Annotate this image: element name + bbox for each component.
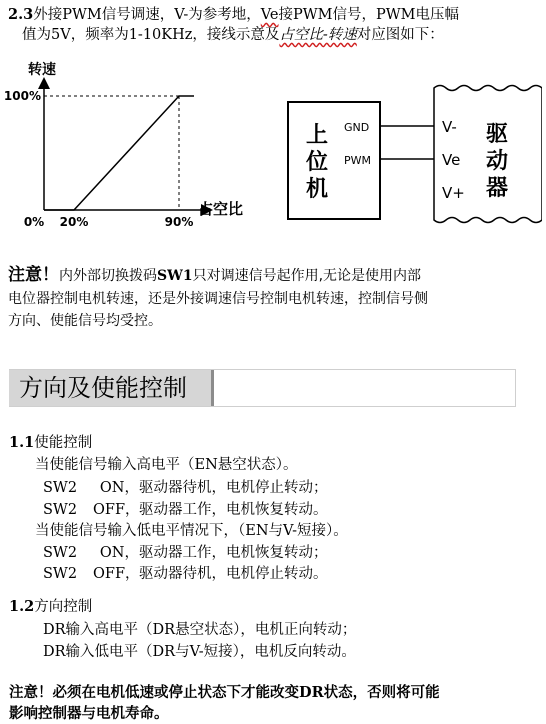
enable-row <box>43 565 328 583</box>
section-heading-bar <box>9 369 516 407</box>
enable-high-line: 当使能信号输入高电平（EN悬空状态）。 <box>35 457 298 473</box>
section-number: 2.3 <box>8 6 34 23</box>
intro-text-b: 接PWM信号，PWM电压幅 <box>278 7 460 23</box>
note-prefix: 注意！ <box>8 265 59 285</box>
section-heading-tab <box>9 370 211 406</box>
note-text-a: 内外部切换拨码 <box>59 268 157 284</box>
enable-number: 1.1 <box>9 434 35 451</box>
intro-line-1 <box>8 6 459 24</box>
y-tick-label: 100% <box>3 89 41 103</box>
host-pin-gnd: GND <box>344 121 370 134</box>
host-label-char: 位 <box>306 150 329 175</box>
row-description: 驱动器工作，电机恢复转动。 <box>139 502 328 518</box>
direction-title: 方向控制 <box>34 599 93 615</box>
driver-pin-ve: Ve <box>442 151 461 169</box>
intro-text-a: 外接PWM信号调速，V-为参考地， <box>33 7 261 23</box>
x-tick-label: 20% <box>59 215 89 229</box>
sw1-label: SW1 <box>157 268 193 284</box>
switch-state: ON， <box>99 545 139 561</box>
switch-note-line-1 <box>8 265 421 286</box>
duty-speed-link-text: 占空比-转速 <box>279 27 357 43</box>
driver-label-char: 动 <box>486 149 509 174</box>
y-axis-label: 转速 <box>28 62 56 78</box>
section-title: 方向及使能控制 <box>19 374 187 402</box>
host-label-char: 机 <box>306 177 329 202</box>
switch-name: SW2 <box>43 502 78 518</box>
x-tick-label: 90% <box>164 215 194 229</box>
row-description: 驱动器待机，电机停止转动； <box>139 480 328 496</box>
enable-row <box>43 479 328 497</box>
switch-name: SW2 <box>43 480 78 496</box>
enable-title: 使能控制 <box>34 435 93 451</box>
driver-pin-vplus: V+ <box>442 184 465 202</box>
direction-heading <box>9 598 92 616</box>
host-label-char: 上 <box>306 123 329 148</box>
intro-text-c: 值为5V，频率为1-10KHz，接线示意及 <box>22 27 280 43</box>
enable-row <box>43 501 328 519</box>
enable-row <box>43 544 328 562</box>
dr-warning-line-1: 注意！必须在电机低速或停止状态下才能改变DR状态，否则将可能 <box>9 684 440 701</box>
direction-low-line: DR输入低电平（DR与V-短接），电机反向转动。 <box>43 644 356 660</box>
x-tick-label: 0% <box>23 215 45 229</box>
direction-number: 1.2 <box>9 598 35 615</box>
driver-label-char: 器 <box>486 176 509 201</box>
driver-label-char: 驱 <box>486 122 509 147</box>
duty-speed-chart <box>0 50 270 230</box>
switch-state: ON， <box>99 480 139 496</box>
switch-name: SW2 <box>43 545 78 561</box>
row-description: 驱动器待机，电机停止转动。 <box>139 566 328 582</box>
switch-note-line-2: 电位器控制电机转速，还是外接调速信号控制电机转速，控制信号侧 <box>8 291 428 307</box>
note-text-b: 只对调速信号起作用,无论是使用内部 <box>192 268 422 284</box>
direction-high-line: DR输入高电平（DR悬空状态），电机正向转动； <box>43 622 357 638</box>
dr-warning-line-2: 影响控制器与电机寿命。 <box>9 705 169 722</box>
x-axis-label: 占空比 <box>198 200 244 218</box>
switch-state: OFF， <box>93 502 140 518</box>
enable-low-line: 当使能信号输入低电平情况下，（EN与V-短接）。 <box>35 523 348 539</box>
row-description: 驱动器工作，电机恢复转动； <box>139 545 328 561</box>
enable-heading <box>9 434 92 452</box>
switch-name: SW2 <box>43 566 78 582</box>
intro-text-d: 对应图如下： <box>356 27 444 43</box>
switch-note-line-3: 方向、使能信号均受控。 <box>8 313 162 329</box>
host-pin-pwm: PWM <box>344 154 372 167</box>
switch-state: OFF， <box>93 566 140 582</box>
intro-line-2 <box>22 26 444 44</box>
driver-pin-vminus: V- <box>442 118 457 136</box>
wiring-diagram <box>280 80 542 230</box>
ve-label: Ve <box>260 7 279 23</box>
speed-curve <box>44 96 194 210</box>
